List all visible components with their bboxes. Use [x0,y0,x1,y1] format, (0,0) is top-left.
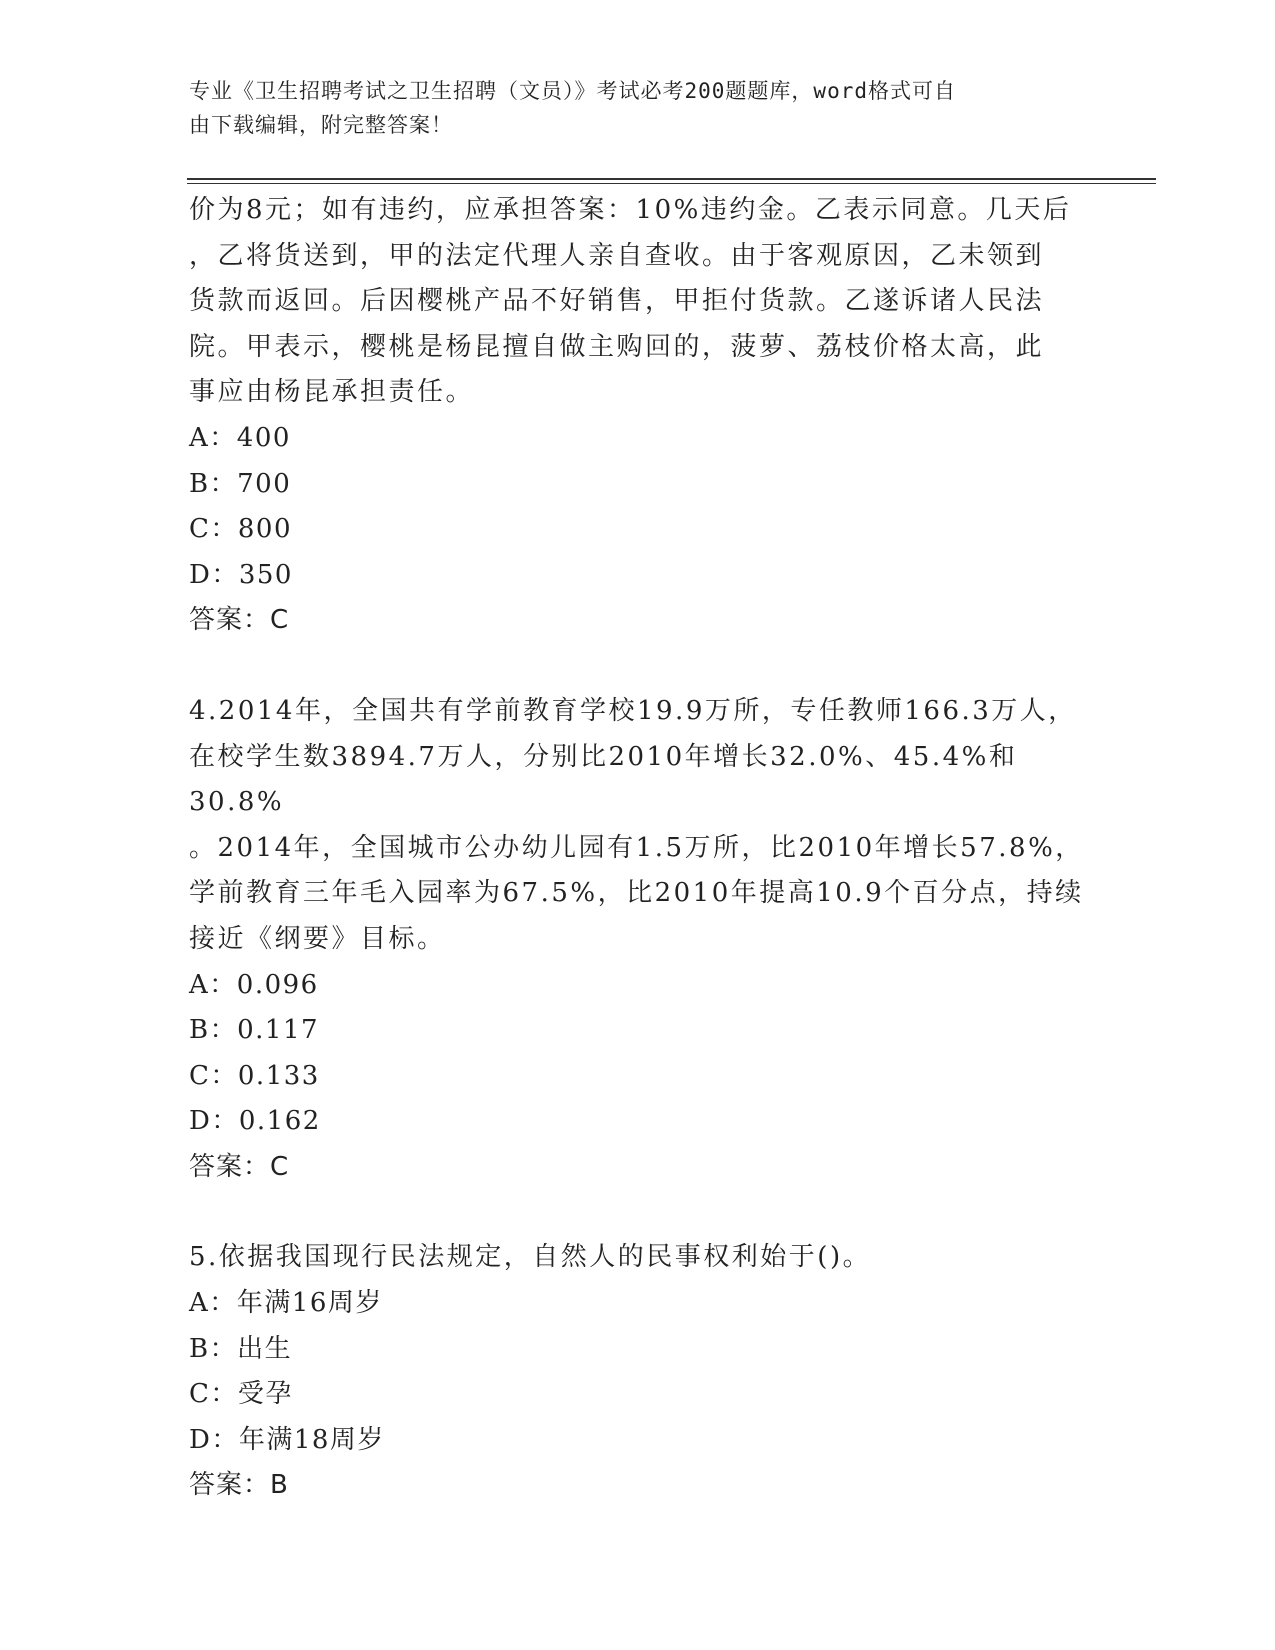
answer-line: 答案：C [189,605,290,636]
question-line: 价为8元；如有违约，应承担答案：10%违约金。乙表示同意。几天后 [189,195,1072,225]
question-line: 学前教育三年毛入园率为67.5%，比2010年提高10.9个百分点，持续 [189,878,1084,909]
question-text [189,1235,1089,1281]
option-b: B：0.117 [189,1015,320,1046]
option-c: C：受孕 [189,1379,293,1410]
question-line: 货款而返回。后因樱桃产品不好销售，甲拒付货款。乙遂诉诸人民法 [189,286,1045,317]
option-c: C：0.133 [189,1060,320,1091]
header-title-line-2: 由下载编辑，附完整答案！ [189,113,453,137]
option-a: A：年满16周岁 [189,1288,383,1319]
question-spacer [189,1190,1089,1235]
question-line: 。2014年，全国城市公办幼儿园有1.5万所，比2010年增长57.8%， [189,832,1084,863]
question-block [189,1235,1089,1509]
question-line: 5.依据我国现行民法规定，自然人的民事权利始于()。 [189,1242,872,1273]
header-divider-thin [187,183,1156,184]
option-a: A：400 [189,422,291,453]
option-b: B：700 [189,468,292,499]
header-divider-thick [187,178,1156,180]
question-line: 事应由杨昆承担责任。 [189,377,475,408]
question-line: 在校学生数3894.7万人，分别比2010年增长32.0%、45.4%和30.8% [189,741,1018,818]
option-b: B：出生 [189,1333,293,1364]
option-d: D：年满18周岁 [189,1424,385,1455]
question-spacer [189,644,1089,689]
answer-line: 答案：C [189,1151,290,1182]
option-d: D：350 [189,559,293,590]
questions-content [189,188,1089,1509]
question-text [189,188,1089,416]
question-block [189,188,1089,644]
question-line: 4.2014年，全国共有学前教育学校19.9万所，专任教师166.3万人， [189,695,1077,726]
header-title-line-1: 专业《卫生招聘考试之卫生招聘（文员）》考试必考200题题库，word格式可自 [189,79,956,103]
question-line: ，乙将货送到，甲的法定代理人亲自查收。由于客观原因，乙未领到 [189,240,1045,271]
option-a: A：0.096 [189,969,319,1000]
answer-line: 答案：B [189,1470,289,1501]
question-line: 接近《纲要》目标。 [189,923,446,954]
option-d: D：0.162 [189,1106,321,1137]
question-line: 院。甲表示，樱桃是杨昆擅自做主购回的，菠萝、荔枝价格太高，此 [189,331,1045,362]
option-c: C：800 [189,514,293,545]
question-block [189,689,1089,1191]
document-header [189,74,1069,142]
question-text [189,689,1089,963]
